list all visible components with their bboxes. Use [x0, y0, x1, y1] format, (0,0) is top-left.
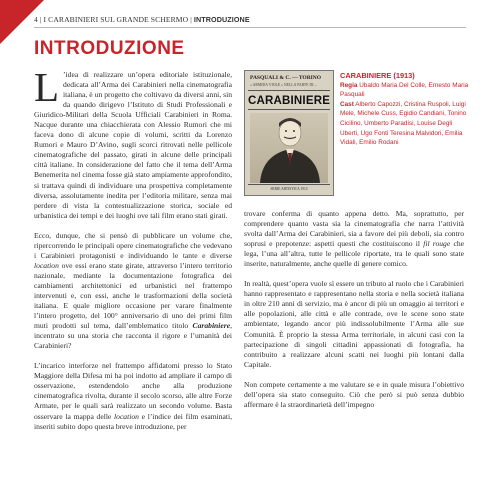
poster-footer: SERIE ARTISTICA 1913 [248, 184, 330, 192]
paragraph: trovare conferma di quanto appena detto. Ma, soprattutto, per comprendere quanto vasta sia la cinematografia che narra l’attività svolta dall’Arma dei Carabinieri, sia a favore dei più deboli, sia contro soprusi e prepotenze: aspetti questi che costituiscono il fil rouge che lega, l’una all’altra, tutte le pellicole riportate, tra le quali sono state inserite, naturalmente, anche quelle di genere comico. [244, 209, 464, 269]
poster-title: CARABINIERE [248, 93, 330, 110]
drop-cap: L [34, 64, 60, 110]
page-title: INTRODUZIONE [34, 38, 185, 59]
page-number: 4 [34, 15, 38, 24]
running-header [34, 15, 250, 24]
credits-director: Regia Ubaldo Maria Del Colle, Ernesto Maria Pasquali [340, 81, 469, 99]
text-column-left [34, 64, 232, 432]
film-poster-image [244, 70, 334, 196]
film-credits [340, 71, 470, 148]
poster-publisher: PASQUALI & C. — TORINO [250, 75, 322, 81]
header-rule [34, 27, 466, 28]
header-separator: | [39, 15, 42, 24]
paragraph: Ecco, dunque, che si pensò di pubblicare un volume che, ripercorrendo le principali opere cinematografiche che vedevano i Carabinieri protagonisti e individuando le tante e diverse location ove essi erano state girate, attraverso l’intero territorio nazionale, mediante la documentazione fotografica dei cambiamenti architettonici ed urbanistici nel frattempo intervenuti e, con essi, anche le trasformazioni della società italiana. E quale migliore occasione per varare finalmente l’intero progetto, del 100° anniversario di uno dei primi film muti prodotti sul tema, dall’emblematico titolo Carabiniere, incentrato su una storia che racconta il rigore e l’umanità dei Carabinieri? [34, 230, 232, 351]
paragraph: In realtà, quest’opera vuole sì essere un tributo al ruolo che i Carabinieri hanno rappresentato e rappresentano nella storia e nella società italiana in oltre 210 anni di servizio, ma è ancor di più un omaggio ai territori e alle popolazioni, alle città e alle contrade, ove le scene sono state ambientate, legando ancor più indissolubilmente l’Arma alle sue Comunità. È proprio la stessa Arma territoriale, in alcuni casi con la partecipazione di singoli cittadini appassionati di fotografia, ha contribuito a realizzare alcuni scatti nei luoghi più lontani dalla Capitale. [244, 279, 464, 369]
credits-cast: Cast Alberto Capozzi, Cristina Ruspoli, Luigi Mele, Michele Cuss, Egidio Candiani, Tonino Cicilino, Umberto Paradisi, Louise Degli Uberti, Ugo Fonti Teresina Malvidori, Emilia Vidali, Emilio Rodani [340, 100, 467, 147]
film-title: Carabiniere [192, 321, 231, 331]
book-title: I CARABINIERI SUL GRANDE SCHERMO [43, 15, 189, 24]
paragraph: L’incarico interforze nel frattempo affidatomi presso lo Stato Maggiore della Difesa mi ha poi indotto ad ampliare il campo di osservazione, estendendolo anche alla produzione cinematografica rivolta, durante il secolo scorso, alle altre Forze Armate, per le quali sarà realizzato un secondo volume. Basta osservare la mappa delle location e l’indice dei film esaminati, inseriti subito dopo questa breve introduzione, per [34, 361, 232, 431]
header-separator: | [190, 15, 192, 24]
text-column-right [244, 209, 464, 410]
section-name: INTRODUZIONE [193, 15, 250, 24]
paragraph: L ’idea di realizzare un’opera editoriale istituzionale, dedicata all’Arma dei Carabinieri nella cinematografia italiana, è un progetto che coltivavo da diversi anni, sin da quando dirigevo l’Istituto di Studi Professionali e Giuridico-Militari della Scuola Ufficiali Carabinieri in Roma. Nacque durante una chiacchierata con Alessio Rumori che mi faceva dono di alcune copie di volumi, scritti da Lorenzo Rumori e Mauro D’Avino, sugli scorci ritrovati nelle pellicole cinematografiche del passato, girati in alcune delle principali città italiane. In considerazione del fatto che il tema dell’Arma Benemerita nel cinema fosse già stato ampiamente approfondito, si trattava quindi di individuare una prospettiva completamente diversa, assolutamente inedita per l’editoria militare, senza mai perdere di vista la contestualizzazione storica, sociale ed urbanistica dei tempi e dei luoghi ove tali film erano stati girati. [34, 64, 232, 220]
credits-title: CARABINIERE (1913) [340, 71, 415, 80]
paragraph: Non compete certamente a me valutare se e in quale misura l’obiettivo dell’opera sia stato conseguito. Ciò che però si può senza dubbio affermare è la straordinarietà dell’impegno [244, 379, 464, 409]
portrait-figure [250, 113, 330, 183]
poster-portrait [250, 113, 328, 183]
poster-subtitle: « ARMIDA VIOLE » NELLA PARTE DI ... [250, 83, 318, 87]
